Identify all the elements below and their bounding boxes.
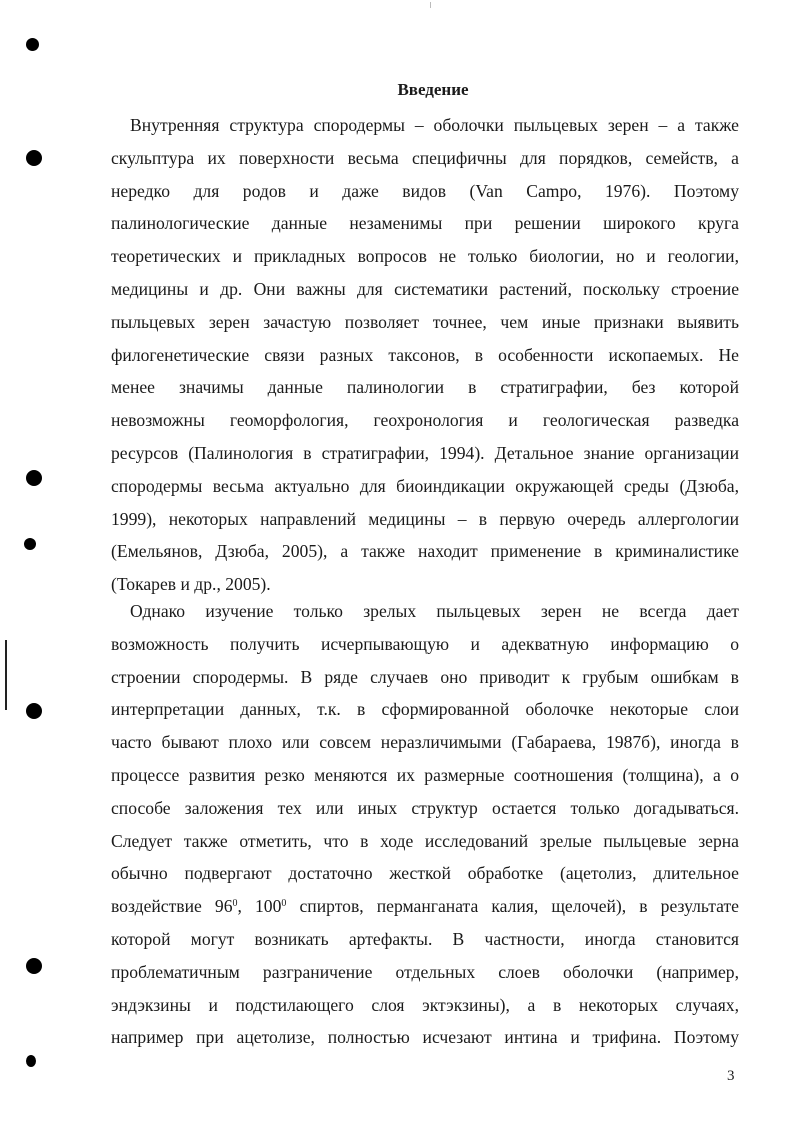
punch-hole-4: [24, 538, 36, 550]
paragraph-2: [111, 595, 739, 1054]
scan-mark: [430, 2, 431, 8]
text-line: менее значимы данные палинологии в стратиграфии, без которой: [111, 377, 739, 398]
superscript: 0: [281, 898, 287, 910]
text-line: спородермы весьма актуально для биоиндикации окружающей среды (Дзюба,: [111, 475, 739, 496]
text-segment: спиртов, перманганата калия, щелочей), в результате: [286, 896, 739, 917]
text-line: нередко для родов и даже видов (Van Campo, 1976). Поэтому: [111, 180, 739, 201]
text-line: пыльцевых зерен зачастую позволяет точнее, чем иные признаки выявить: [111, 311, 739, 332]
text-line: обычно подвергают достаточно жесткой обработке (ацетолиз, длительное: [111, 863, 739, 884]
text-line: Внутренняя структура спородермы – оболочки пыльцевых зерен – а также: [130, 115, 739, 135]
text-line: например при ацетолизе, полностью исчезают интина и трифина. Поэтому: [111, 1027, 739, 1048]
text-line: возможность получить исчерпывающую и адекватную информацию о: [111, 633, 739, 654]
superscript: 0: [232, 898, 238, 910]
text-line: Следует также отметить, что в ходе исследований зрелые пыльцевые зерна: [111, 830, 739, 851]
page-number: 3: [727, 1068, 735, 1084]
text-line: 1999), некоторых направлений медицины – в первую очередь аллергологии: [111, 508, 739, 529]
text-line: Однако изучение только зрелых пыльцевых зерен не всегда дает: [130, 601, 739, 621]
text-line: скульптура их поверхности весьма специфичны для порядков, семейств, а: [111, 147, 739, 168]
text-line-superscript: [111, 890, 739, 923]
text-line: ресурсов (Палинология в стратиграфии, 1994). Детальное знание организации: [111, 442, 739, 463]
margin-scan-line: [5, 640, 7, 710]
text-line: палинологические данные незаменимы при решении широкого круга: [111, 213, 739, 234]
text-line: медицины и др. Они важны для систематики растений, поскольку строение: [111, 278, 739, 299]
text-line: строении спородермы. В ряде случаев оно приводит к грубым ошибкам в: [111, 666, 739, 687]
page-title: Введение: [397, 80, 469, 99]
text-line: часто бывают плохо или совсем неразличимыми (Габараева, 1987б), иногда в: [111, 732, 739, 753]
text-line: проблематичным разграничение отдельных слоев оболочки (например,: [111, 961, 739, 982]
text-line: невозможны геоморфология, геохронология и геологическая разведка: [111, 410, 739, 431]
text-line: интерпретации данных, т.к. в сформированной оболочке некоторые слои: [111, 699, 739, 720]
punch-hole-7: [26, 1055, 36, 1067]
text-line: теоретических и прикладных вопросов не только биологии, но и геологии,: [111, 246, 739, 267]
text-line: процессе развития резко меняются их размерные соотношения (толщина), а о: [111, 764, 739, 785]
punch-hole-3: [26, 470, 42, 486]
punch-hole-2: [26, 150, 42, 166]
text-segment: , 100: [237, 896, 282, 917]
text-line: эндэкзины и подстилающего слоя эктэкзины), а в некоторых случаях,: [111, 994, 739, 1015]
text-line: которой могут возникать артефакты. В частности, иногда становится: [111, 928, 739, 949]
text-line: способе заложения тех или иных структур остается только догадываться.: [111, 797, 739, 818]
paragraph-1: [111, 109, 739, 601]
text-line: (Емельянов, Дзюба, 2005), а также находит применение в криминалистике: [111, 541, 739, 562]
text-segment: воздействие 96: [111, 896, 233, 917]
text-line: филогенетические связи разных таксонов, в особенности ископаемых. Не: [111, 344, 739, 365]
punch-hole-1: [26, 38, 39, 51]
text-line: (Токарев и др., 2005).: [111, 574, 271, 595]
punch-hole-6: [26, 958, 42, 974]
punch-hole-5: [26, 703, 42, 719]
